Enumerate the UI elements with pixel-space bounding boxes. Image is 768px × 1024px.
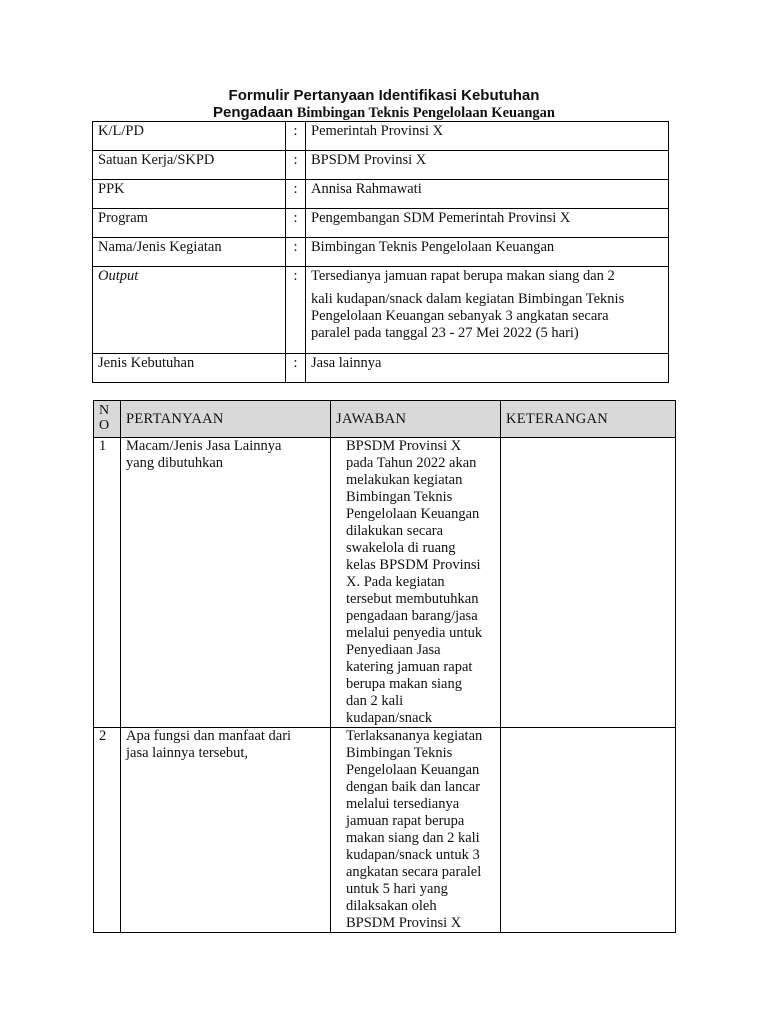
info-label: K/L/PD: [93, 122, 286, 151]
question-table-header: [94, 401, 676, 438]
info-label: Jenis Kebutuhan: [93, 354, 286, 383]
table-row: [94, 728, 676, 933]
header-no: N O: [94, 401, 121, 438]
info-label: Output: [93, 267, 286, 354]
form-title-line1: Formulir Pertanyaan Identifikasi Kebutuhan: [228, 87, 540, 104]
header-keterangan: KETERANGAN: [501, 401, 676, 438]
info-row-satuan-kerja: [93, 151, 669, 180]
row-answer: BPSDM Provinsi X pada Tahun 2022 akan melakukan kegiatan Bimbingan Teknis Pengelolaan Keuangan dilakukan secara swakelola di ruang kelas BPSDM Provinsi X. Pada kegiatan tersebut membutuhkan pengadaan barang/jasa melalui penyedia untuk Penyediaan Jasa katering jamuan rapat berupa makan siang dan 2 kali kudapan/snack: [331, 438, 501, 728]
info-value: Jasa lainnya: [306, 354, 669, 383]
header-pertanyaan: PERTANYAAN: [121, 401, 331, 438]
info-value: Annisa Rahmawati: [306, 180, 669, 209]
row-question: Apa fungsi dan manfaat dari jasa lainnya tersebut,: [121, 728, 331, 933]
row-keterangan: [501, 438, 676, 728]
info-colon: :: [286, 238, 306, 267]
info-label: Nama/Jenis Kegiatan: [93, 238, 286, 267]
info-colon: :: [286, 122, 306, 151]
info-row-klpd: [93, 122, 669, 151]
info-value-output: [306, 267, 669, 354]
info-value: Pengembangan SDM Pemerintah Provinsi X: [306, 209, 669, 238]
row-no: 2: [94, 728, 121, 933]
info-table: [92, 121, 669, 383]
info-label: PPK: [93, 180, 286, 209]
info-colon: :: [286, 151, 306, 180]
table-row: [94, 438, 676, 728]
header-jawaban: JAWABAN: [331, 401, 501, 438]
output-line: paralel pada tanggal 23 - 27 Mei 2022 (5 hari): [311, 325, 579, 341]
title-rest: Bimbingan Teknis Pengelolaan Keuangan: [293, 105, 555, 121]
info-label: Program: [93, 209, 286, 238]
form-title-line2: [0, 104, 768, 122]
info-row-jenis-kebutuhan: [93, 354, 669, 383]
info-row-ppk: [93, 180, 669, 209]
row-answer: Terlaksananya kegiatan Bimbingan Teknis Pengelolaan Keuangan dengan baik dan lancar melalui tersedianya jamuan rapat berupa makan siang dan 2 kali kudapan/snack untuk 3 angkatan secara paralel untuk 5 hari yang dilaksakan oleh BPSDM Provinsi X: [331, 728, 501, 933]
info-row-program: [93, 209, 669, 238]
question-table: [93, 400, 676, 933]
info-colon: :: [286, 209, 306, 238]
info-row-output: [93, 267, 669, 354]
title-prefix: Pengadaan: [213, 104, 294, 121]
info-colon: :: [286, 180, 306, 209]
info-label: Satuan Kerja/SKPD: [93, 151, 286, 180]
row-no: 1: [94, 438, 121, 728]
output-line: Pengelolaan Keuangan sebanyak 3 angkatan secara: [311, 308, 609, 324]
info-colon: :: [286, 354, 306, 383]
row-keterangan: [501, 728, 676, 933]
info-value: Bimbingan Teknis Pengelolaan Keuangan: [306, 238, 669, 267]
output-line: kali kudapan/snack dalam kegiatan Bimbingan Teknis: [311, 291, 625, 307]
info-value: BPSDM Provinsi X: [306, 151, 669, 180]
info-row-kegiatan: [93, 238, 669, 267]
info-value: Pemerintah Provinsi X: [306, 122, 669, 151]
info-colon: :: [286, 267, 306, 354]
row-question: Macam/Jenis Jasa Lainnya yang dibutuhkan: [121, 438, 331, 728]
output-line: Tersedianya jamuan rapat berupa makan siang dan 2: [311, 268, 615, 284]
